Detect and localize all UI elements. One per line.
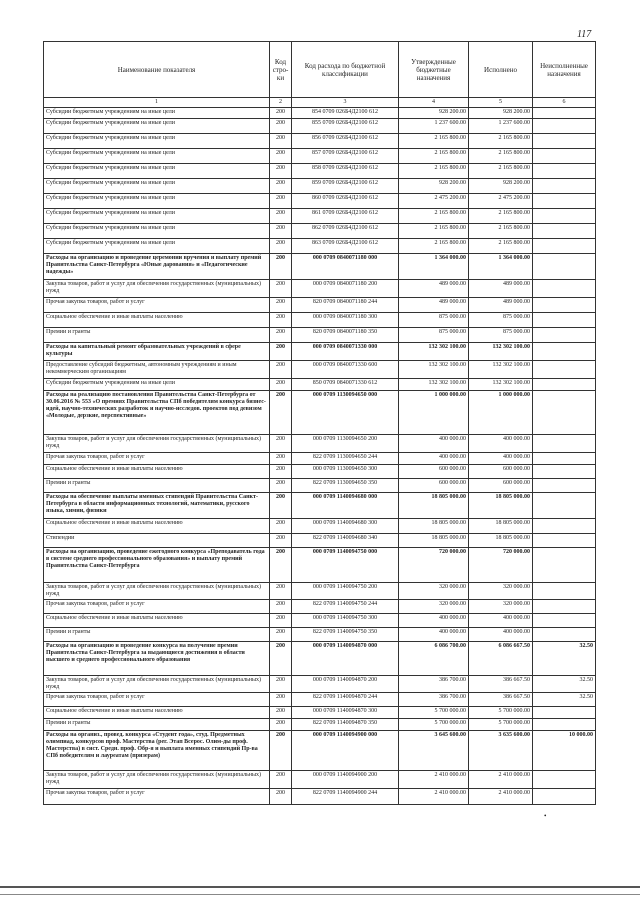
- row-budget-code: 820 0709 0840071180 244: [292, 298, 399, 313]
- row-line-code: 200: [270, 435, 292, 453]
- row-approved: 875 000.00: [399, 313, 469, 328]
- row-budget-code: 862 0709 026Б4Д2100 612: [292, 224, 399, 239]
- row-line-code: 200: [270, 280, 292, 298]
- row-name: Расходы на организацию и проведение конкурса на получение премии Правительства Санкт-Петербурга за выдающиеся достижения в области высшего и среднего профессионального образования: [44, 642, 270, 676]
- row-approved: 2 165 800.00: [399, 224, 469, 239]
- page-bottom-border: [0, 886, 640, 895]
- row-executed: 1 237 600.00: [469, 119, 533, 134]
- row-budget-code: 000 0709 1130094650 000: [292, 391, 399, 435]
- row-unexecuted: [533, 719, 596, 731]
- row-name: Субсидии бюджетным учреждениям на иные цели: [44, 149, 270, 164]
- row-unexecuted: [533, 361, 596, 379]
- row-budget-code: 822 0709 1140094750 244: [292, 600, 399, 614]
- table-row: [44, 149, 596, 164]
- row-executed: 386 667.50: [469, 676, 533, 693]
- row-line-code: 200: [270, 119, 292, 134]
- row-budget-code: 000 0709 1140094750 200: [292, 583, 399, 600]
- row-unexecuted: [533, 108, 596, 119]
- row-unexecuted: 32.50: [533, 693, 596, 707]
- row-executed: 1 364 000.00: [469, 254, 533, 280]
- row-executed: 3 635 600.00: [469, 731, 533, 771]
- row-executed: 2 165 800.00: [469, 149, 533, 164]
- row-name: Закупка товаров, работ и услуг для обеспечения государственных (муниципальных) нужд: [44, 583, 270, 600]
- row-budget-code: 000 0709 0840071330 000: [292, 343, 399, 361]
- row-approved: 400 000.00: [399, 453, 469, 465]
- row-unexecuted: [533, 534, 596, 548]
- row-executed: 489 000.00: [469, 298, 533, 313]
- row-line-code: 200: [270, 676, 292, 693]
- table-row: [44, 209, 596, 224]
- row-approved: 1 237 600.00: [399, 119, 469, 134]
- row-name: Субсидии бюджетным учреждениям на иные цели: [44, 194, 270, 209]
- row-line-code: 200: [270, 628, 292, 642]
- row-line-code: 200: [270, 519, 292, 534]
- col-header-executed: Исполнено: [469, 42, 533, 98]
- row-approved: 489 000.00: [399, 298, 469, 313]
- row-unexecuted: [533, 179, 596, 194]
- row-budget-code: 000 0709 1140094870 300: [292, 707, 399, 719]
- row-line-code: 200: [270, 789, 292, 805]
- row-executed: 489 000.00: [469, 280, 533, 298]
- row-name: Расходы на капитальный ремонт образовательных учреждений в сфере культуры: [44, 343, 270, 361]
- row-executed: 2 475 200.00: [469, 194, 533, 209]
- row-approved: 1 000 000.00: [399, 391, 469, 435]
- row-approved: 2 475 200.00: [399, 194, 469, 209]
- table-row: [44, 119, 596, 134]
- row-budget-code: 822 0709 1130094650 244: [292, 453, 399, 465]
- table-row: [44, 343, 596, 361]
- row-name: Премии и гранты: [44, 479, 270, 493]
- row-executed: 5 700 000.00: [469, 719, 533, 731]
- row-budget-code: 000 0709 1130094650 300: [292, 465, 399, 479]
- row-executed: 132 302 100.00: [469, 379, 533, 391]
- column-number: 4: [399, 98, 469, 108]
- row-approved: 2 165 800.00: [399, 239, 469, 254]
- row-executed: 720 000.00: [469, 548, 533, 583]
- row-approved: 132 302 100.00: [399, 361, 469, 379]
- row-budget-code: 000 0709 1140094900 000: [292, 731, 399, 771]
- row-name: Прочая закупка товаров, работ и услуг: [44, 693, 270, 707]
- col-header-approved: Утвержденные бюджетные назначения: [399, 42, 469, 98]
- row-name: Предоставление субсидий бюджетным, автономным учреждениям и иным некоммерческим организациям: [44, 361, 270, 379]
- row-unexecuted: [533, 707, 596, 719]
- row-name: Стипендии: [44, 534, 270, 548]
- row-unexecuted: [533, 254, 596, 280]
- row-unexecuted: 10 000.00: [533, 731, 596, 771]
- row-executed: 400 000.00: [469, 453, 533, 465]
- row-approved: 320 000.00: [399, 600, 469, 614]
- row-executed: 600 000.00: [469, 479, 533, 493]
- row-line-code: 200: [270, 583, 292, 600]
- row-budget-code: 855 0709 026Б4Д2100 612: [292, 119, 399, 134]
- row-line-code: 200: [270, 614, 292, 628]
- row-unexecuted: [533, 313, 596, 328]
- row-line-code: 200: [270, 771, 292, 789]
- row-line-code: 200: [270, 361, 292, 379]
- table-row: [44, 519, 596, 534]
- table-row: [44, 361, 596, 379]
- row-executed: 18 805 000.00: [469, 534, 533, 548]
- row-line-code: 200: [270, 731, 292, 771]
- row-executed: 132 302 100.00: [469, 343, 533, 361]
- row-approved: 3 645 600.00: [399, 731, 469, 771]
- page-number: 117: [577, 29, 592, 40]
- row-name: Социальное обеспечение и иные выплаты населению: [44, 707, 270, 719]
- row-name: Премии и гранты: [44, 628, 270, 642]
- column-number-row: [44, 98, 596, 108]
- row-budget-code: 000 0709 0840071180 000: [292, 254, 399, 280]
- row-executed: 2 410 000.00: [469, 771, 533, 789]
- row-budget-code: 000 0709 1140094870 200: [292, 676, 399, 693]
- row-line-code: 200: [270, 391, 292, 435]
- row-approved: 2 165 800.00: [399, 209, 469, 224]
- row-name: Социальное обеспечение и иные выплаты населению: [44, 519, 270, 534]
- row-budget-code: 000 0709 0840071330 600: [292, 361, 399, 379]
- row-budget-code: 000 0709 1140094680 000: [292, 493, 399, 519]
- row-name: Расходы на организацию и проведение церемонии вручения и выплату премий Правительства Санкт-Петербурга «Юные дарования» и «Педагогические надежды»: [44, 254, 270, 280]
- row-approved: 400 000.00: [399, 614, 469, 628]
- row-line-code: 200: [270, 479, 292, 493]
- row-name: Расходы на организ., провед. конкурса «Студент года», студ. Предметных олимпиад, конкурсов проф. Мастерства (рег. Этап Всерос. Олим-ды проф. Мастерства) в сист. Средн. проф. Обр-я и выплата именных стипендий Пр-ва СПб победителям и лауреатам (призерам): [44, 731, 270, 771]
- row-executed: 18 805 000.00: [469, 493, 533, 519]
- row-line-code: 200: [270, 343, 292, 361]
- table-row: [44, 731, 596, 771]
- table-row: [44, 465, 596, 479]
- row-line-code: 200: [270, 465, 292, 479]
- table-row: [44, 628, 596, 642]
- row-unexecuted: [533, 224, 596, 239]
- column-number: 2: [270, 98, 292, 108]
- row-approved: 600 000.00: [399, 479, 469, 493]
- row-budget-code: 000 0709 1140094900 200: [292, 771, 399, 789]
- table-row: [44, 693, 596, 707]
- row-approved: 928 200.00: [399, 179, 469, 194]
- row-unexecuted: [533, 134, 596, 149]
- row-budget-code: 860 0709 026Б4Д2100 612: [292, 194, 399, 209]
- row-budget-code: 000 0709 0840071180 300: [292, 313, 399, 328]
- row-approved: 720 000.00: [399, 548, 469, 583]
- row-name: Субсидии бюджетным учреждениям на иные цели: [44, 224, 270, 239]
- row-line-code: 200: [270, 313, 292, 328]
- row-name: Расходы на обеспечение выплаты именных стипендий Правительства Санкт-Петербурга в области информационных технологий, математики, русского языка, химии, физики: [44, 493, 270, 519]
- row-line-code: 200: [270, 600, 292, 614]
- table-row: [44, 164, 596, 179]
- row-line-code: 200: [270, 328, 292, 343]
- row-name: Расходы на организацию, проведение ежегодного конкурса «Преподаватель года в системе среднего профессионального образования» и выплату премий Правительства Санкт-Петербурга: [44, 548, 270, 583]
- row-unexecuted: 32.50: [533, 642, 596, 676]
- col-header-line-code: Код стро-ки: [270, 42, 292, 98]
- row-executed: 2 165 800.00: [469, 209, 533, 224]
- row-budget-code: 858 0709 026Б4Д2100 612: [292, 164, 399, 179]
- row-name: Субсидии бюджетным учреждениям на иные цели: [44, 164, 270, 179]
- table-row: [44, 298, 596, 313]
- row-line-code: 200: [270, 534, 292, 548]
- column-number: 3: [292, 98, 399, 108]
- row-unexecuted: [533, 453, 596, 465]
- row-unexecuted: [533, 194, 596, 209]
- row-name: Прочая закупка товаров, работ и услуг: [44, 789, 270, 805]
- row-budget-code: 000 0709 1140094750 300: [292, 614, 399, 628]
- row-name: Премии и гранты: [44, 328, 270, 343]
- row-executed: 132 302 100.00: [469, 361, 533, 379]
- row-executed: 928 200.00: [469, 108, 533, 119]
- table-row: [44, 707, 596, 719]
- row-approved: 132 302 100.00: [399, 343, 469, 361]
- row-budget-code: 000 0709 1140094750 000: [292, 548, 399, 583]
- column-number: 1: [44, 98, 270, 108]
- row-line-code: 200: [270, 298, 292, 313]
- table-row: [44, 194, 596, 209]
- row-approved: 928 200.00: [399, 108, 469, 119]
- row-line-code: 200: [270, 149, 292, 164]
- row-executed: 400 000.00: [469, 435, 533, 453]
- row-executed: 2 165 800.00: [469, 239, 533, 254]
- row-line-code: 200: [270, 707, 292, 719]
- table-row: [44, 719, 596, 731]
- row-approved: 875 000.00: [399, 328, 469, 343]
- table-row: [44, 789, 596, 805]
- row-line-code: 200: [270, 453, 292, 465]
- table-row: [44, 676, 596, 693]
- table-row: [44, 391, 596, 435]
- row-budget-code: 861 0709 026Б4Д2100 612: [292, 209, 399, 224]
- row-name: Премии и гранты: [44, 719, 270, 731]
- row-budget-code: 822 0709 1140094870 350: [292, 719, 399, 731]
- row-executed: 6 086 667.50: [469, 642, 533, 676]
- row-approved: 386 700.00: [399, 676, 469, 693]
- row-approved: 600 000.00: [399, 465, 469, 479]
- table-row: [44, 134, 596, 149]
- row-unexecuted: [533, 239, 596, 254]
- row-name: Субсидии бюджетным учреждениям на иные цели: [44, 239, 270, 254]
- table-row: [44, 534, 596, 548]
- row-executed: 600 000.00: [469, 465, 533, 479]
- row-budget-code: 820 0709 0840071180 350: [292, 328, 399, 343]
- row-approved: 320 000.00: [399, 583, 469, 600]
- col-header-budget-code: Код расхода по бюджетной классификации: [292, 42, 399, 98]
- row-unexecuted: [533, 465, 596, 479]
- row-unexecuted: 32.50: [533, 676, 596, 693]
- table-row: [44, 493, 596, 519]
- row-approved: 489 000.00: [399, 280, 469, 298]
- row-unexecuted: [533, 209, 596, 224]
- row-line-code: 200: [270, 194, 292, 209]
- row-approved: 132 302 100.00: [399, 379, 469, 391]
- row-line-code: 200: [270, 134, 292, 149]
- tick-mark: •: [544, 812, 547, 820]
- row-executed: 2 165 800.00: [469, 224, 533, 239]
- row-budget-code: 863 0709 026Б4Д2100 612: [292, 239, 399, 254]
- col-header-unexecuted: Неисполненные назначения: [533, 42, 596, 98]
- table-row: [44, 435, 596, 453]
- budget-execution-table: [43, 41, 596, 805]
- row-unexecuted: [533, 628, 596, 642]
- row-executed: 400 000.00: [469, 614, 533, 628]
- table-row: [44, 771, 596, 789]
- row-unexecuted: [533, 479, 596, 493]
- row-budget-code: 822 0709 1130094650 350: [292, 479, 399, 493]
- row-approved: 2 165 800.00: [399, 164, 469, 179]
- table-row: [44, 280, 596, 298]
- row-budget-code: 822 0709 1140094900 244: [292, 789, 399, 805]
- row-executed: 2 410 000.00: [469, 789, 533, 805]
- table-row: [44, 600, 596, 614]
- row-line-code: 200: [270, 179, 292, 194]
- row-unexecuted: [533, 583, 596, 600]
- row-unexecuted: [533, 328, 596, 343]
- table-row: [44, 583, 596, 600]
- row-name: Субсидии бюджетным учреждениям на иные цели: [44, 379, 270, 391]
- row-line-code: 200: [270, 379, 292, 391]
- column-number: 5: [469, 98, 533, 108]
- row-executed: 400 000.00: [469, 628, 533, 642]
- row-approved: 5 700 000.00: [399, 707, 469, 719]
- row-budget-code: 850 0709 0840071330 612: [292, 379, 399, 391]
- row-name: Прочая закупка товаров, работ и услуг: [44, 298, 270, 313]
- row-line-code: 200: [270, 642, 292, 676]
- row-line-code: 200: [270, 239, 292, 254]
- row-approved: 386 700.00: [399, 693, 469, 707]
- row-budget-code: 854 0709 026Б4Д2100 612: [292, 108, 399, 119]
- row-unexecuted: [533, 280, 596, 298]
- row-line-code: 200: [270, 209, 292, 224]
- row-unexecuted: [533, 600, 596, 614]
- row-approved: 400 000.00: [399, 628, 469, 642]
- row-budget-code: 000 0709 0840071180 200: [292, 280, 399, 298]
- row-line-code: 200: [270, 254, 292, 280]
- row-approved: 6 086 700.00: [399, 642, 469, 676]
- table-row: [44, 479, 596, 493]
- row-executed: 320 000.00: [469, 600, 533, 614]
- row-line-code: 200: [270, 164, 292, 179]
- row-name: Субсидии бюджетным учреждениям на иные цели: [44, 209, 270, 224]
- row-line-code: 200: [270, 719, 292, 731]
- row-budget-code: 822 0709 1140094870 244: [292, 693, 399, 707]
- row-line-code: 200: [270, 493, 292, 519]
- row-executed: 1 000 000.00: [469, 391, 533, 435]
- row-line-code: 200: [270, 548, 292, 583]
- row-unexecuted: [533, 614, 596, 628]
- row-line-code: 200: [270, 224, 292, 239]
- row-unexecuted: [533, 379, 596, 391]
- column-number: 6: [533, 98, 596, 108]
- row-executed: 320 000.00: [469, 583, 533, 600]
- table-row: [44, 328, 596, 343]
- row-budget-code: 856 0709 026Б4Д2100 612: [292, 134, 399, 149]
- row-budget-code: 000 0709 1130094650 200: [292, 435, 399, 453]
- row-unexecuted: [533, 119, 596, 134]
- table-row: [44, 642, 596, 676]
- row-unexecuted: [533, 789, 596, 805]
- row-unexecuted: [533, 164, 596, 179]
- row-name: Закупка товаров, работ и услуг для обеспечения государственных (муниципальных) нужд: [44, 280, 270, 298]
- col-header-name: Наименование показателя: [44, 42, 270, 98]
- row-budget-code: 822 0709 1140094680 340: [292, 534, 399, 548]
- row-executed: 875 000.00: [469, 328, 533, 343]
- row-executed: 18 805 000.00: [469, 519, 533, 534]
- row-name: Расходы на реализацию постановления Правительства Санкт-Петербурга от 30.06.2016 № 553 «О премиях Правительства СПб победителям конкурса бизнес-идей, научно-технических разработок и научно-исследов. проектов под девизом «Молодые, дерзкие, перспективные»: [44, 391, 270, 435]
- header-row: [44, 42, 596, 98]
- row-budget-code: 857 0709 026Б4Д2100 612: [292, 149, 399, 164]
- row-name: Социальное обеспечение и иные выплаты населению: [44, 465, 270, 479]
- row-unexecuted: [533, 149, 596, 164]
- row-approved: 2 410 000.00: [399, 789, 469, 805]
- row-executed: 2 165 800.00: [469, 134, 533, 149]
- row-name: Субсидии бюджетным учреждениям на иные цели: [44, 134, 270, 149]
- row-approved: 18 805 000.00: [399, 534, 469, 548]
- table-row: [44, 179, 596, 194]
- row-unexecuted: [533, 298, 596, 313]
- row-executed: 2 165 800.00: [469, 164, 533, 179]
- row-budget-code: 000 0709 1140094680 300: [292, 519, 399, 534]
- row-name: Прочая закупка товаров, работ и услуг: [44, 453, 270, 465]
- row-unexecuted: [533, 391, 596, 435]
- row-approved: 18 805 000.00: [399, 519, 469, 534]
- table-row: [44, 254, 596, 280]
- table-row: [44, 548, 596, 583]
- row-name: Социальное обеспечение и иные выплаты населению: [44, 313, 270, 328]
- row-approved: 18 805 000.00: [399, 493, 469, 519]
- table-row: [44, 313, 596, 328]
- row-unexecuted: [533, 343, 596, 361]
- row-name: Закупка товаров, работ и услуг для обеспечения государственных (муниципальных) нужд: [44, 435, 270, 453]
- row-name: Субсидии бюджетным учреждениям на иные цели: [44, 108, 270, 119]
- table-row: [44, 224, 596, 239]
- row-executed: 5 700 000.00: [469, 707, 533, 719]
- row-unexecuted: [533, 771, 596, 789]
- row-budget-code: 822 0709 1140094750 350: [292, 628, 399, 642]
- row-line-code: 200: [270, 693, 292, 707]
- row-unexecuted: [533, 493, 596, 519]
- row-approved: 5 700 000.00: [399, 719, 469, 731]
- row-name: Закупка товаров, работ и услуг для обеспечения государственных (муниципальных) нужд: [44, 771, 270, 789]
- row-executed: 875 000.00: [469, 313, 533, 328]
- table-row: [44, 614, 596, 628]
- row-name: Закупка товаров, работ и услуг для обеспечения государственных (муниципальных) нужд: [44, 676, 270, 693]
- row-name: Социальное обеспечение и иные выплаты населению: [44, 614, 270, 628]
- row-name: Субсидии бюджетным учреждениям на иные цели: [44, 119, 270, 134]
- row-approved: 2 410 000.00: [399, 771, 469, 789]
- row-unexecuted: [533, 548, 596, 583]
- table-body: [44, 108, 596, 805]
- row-approved: 1 364 000.00: [399, 254, 469, 280]
- row-approved: 400 000.00: [399, 435, 469, 453]
- row-approved: 2 165 800.00: [399, 149, 469, 164]
- row-line-code: 200: [270, 108, 292, 119]
- row-unexecuted: [533, 435, 596, 453]
- row-approved: 2 165 800.00: [399, 134, 469, 149]
- row-budget-code: 000 0709 1140094870 000: [292, 642, 399, 676]
- row-name: Прочая закупка товаров, работ и услуг: [44, 600, 270, 614]
- row-name: Субсидии бюджетным учреждениям на иные цели: [44, 179, 270, 194]
- row-budget-code: 859 0709 026Б4Д2100 612: [292, 179, 399, 194]
- row-executed: 928 200.00: [469, 179, 533, 194]
- row-unexecuted: [533, 519, 596, 534]
- table-row: [44, 108, 596, 119]
- row-executed: 386 667.50: [469, 693, 533, 707]
- table-row: [44, 239, 596, 254]
- table-row: [44, 379, 596, 391]
- table-row: [44, 453, 596, 465]
